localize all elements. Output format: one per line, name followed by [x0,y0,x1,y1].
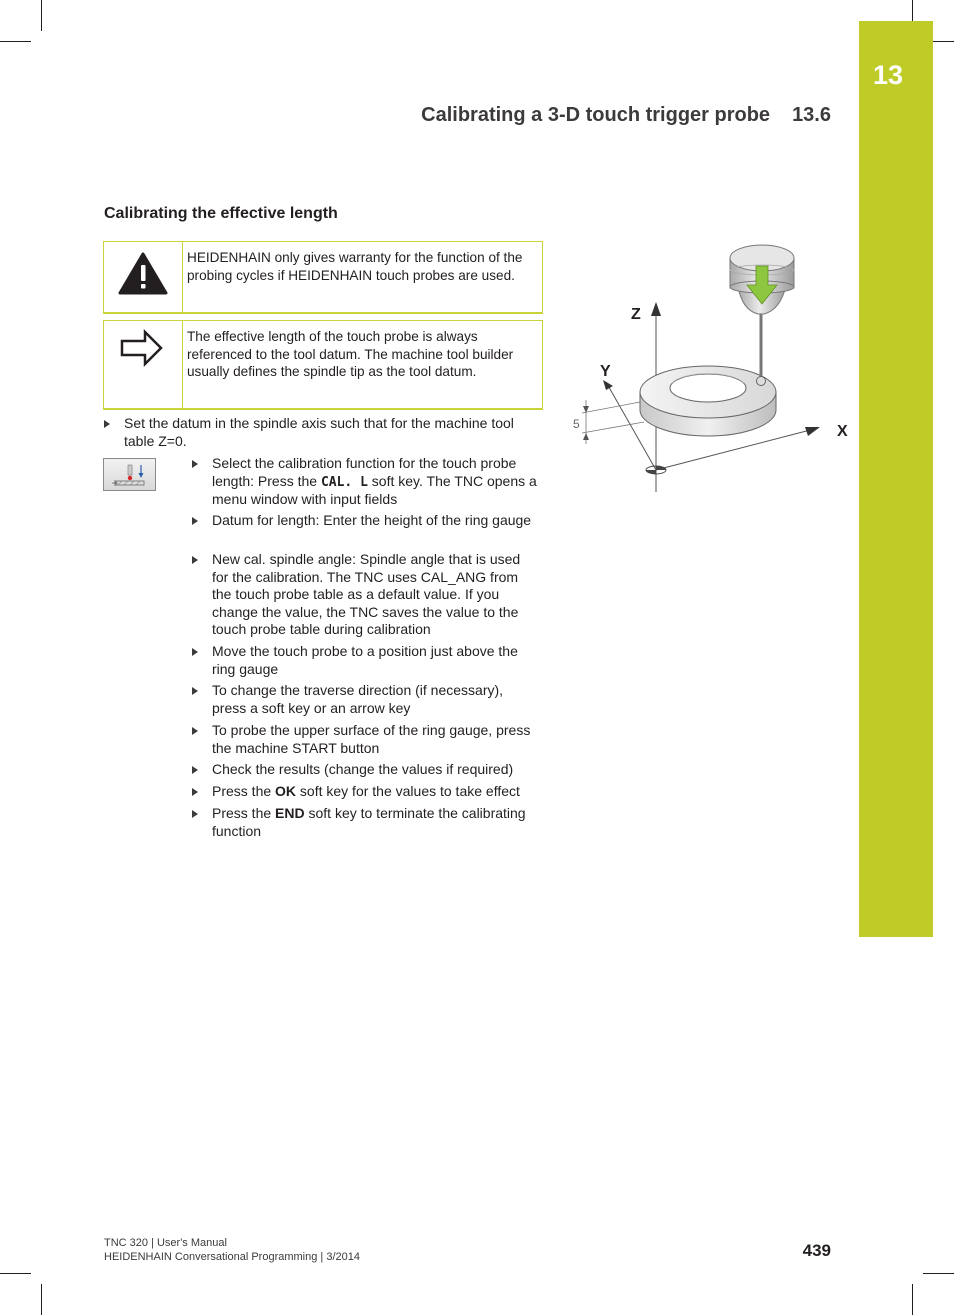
bullet-arrow-icon [192,810,198,818]
softkey-name: END [275,805,305,821]
bullet-arrow-icon [104,420,110,428]
datum-icon [646,466,666,474]
dimension-arrow [583,433,589,440]
step-text: New cal. spindle angle: Spindle angle that is used for the calibration. The TNC uses CAL_ANG from the touch probe table as a default value. If you change the value, the TNC saves the value to the touch probe table during calibration [212,551,521,638]
axis-x-label: X [837,423,848,440]
warning-note [103,241,543,314]
step-text: Press the END soft key to terminate the calibrating function [212,805,526,839]
warning-icon [104,242,182,312]
footer-line-1: TNC 320 | User's Manual [104,1237,227,1249]
z-axis-arrow [651,302,661,316]
ring-gauge-bore [670,374,746,402]
step-text: Datum for length: Enter the height of the ring gauge [212,512,532,528]
bullet-arrow-icon [192,766,198,774]
crop-mark [912,1284,913,1315]
warning-note-text: HEIDENHAIN only gives warranty for the function of the probing cycles if HEIDENHAIN touch probes are used. [187,250,523,283]
chapter-tab [859,21,933,937]
x-axis-arrow [805,427,820,436]
running-title: Calibrating a 3-D touch trigger probe [421,104,771,126]
bullet-arrow-icon [192,460,198,468]
axis-z-label: Z [631,306,641,323]
note-icon-column [104,321,183,408]
running-header [300,104,831,127]
y-axis-arrow [603,380,613,390]
crop-mark [923,1273,954,1274]
dimension-line [582,422,644,433]
calibrate-length-softkey [103,458,156,491]
arrow-right-icon [104,321,182,408]
chapter-number: 13 [872,60,904,90]
dimension-line [582,402,640,413]
bullet-arrow-icon [192,517,198,525]
section-title: Calibrating the effective length [104,205,338,222]
crop-mark [0,1273,31,1274]
softkey-name: CAL. L [320,474,368,490]
step-text: To change the traverse direction (if necessary), press a soft key or an arrow key [212,682,504,716]
axis-y-label: Y [600,363,611,380]
step-text: Check the results (change the values if required) [212,761,514,777]
bullet-arrow-icon [192,788,198,796]
step-text: Select the calibration function for the touch probe length: Press the CAL. L soft key. The TNC opens a menu window with input fields [212,455,537,508]
bullet-arrow-icon [192,727,198,735]
ring-gauge-figure [560,230,860,500]
dimension-label: 5 [573,417,580,431]
info-note [103,320,543,410]
page-footer [104,1236,360,1264]
softkey-name: OK [275,783,297,799]
footer-line-2: HEIDENHAIN Conversational Programming | 3/2014 [104,1251,360,1263]
info-note-text: The effective length of the touch probe is always referenced to the tool datum. The machine tool builder usually defines the spindle tip as the tool datum. [187,329,514,380]
section-number: 13.6 [792,104,831,126]
step-text: Move the touch probe to a position just above the ring gauge [212,643,518,677]
crop-mark [41,1284,42,1315]
step-text: To probe the upper surface of the ring gauge, press the machine START button [212,722,531,756]
bullet-arrow-icon [192,687,198,695]
crop-mark [0,41,31,42]
bullet-arrow-icon [192,556,198,564]
calibrate-length-softkey-icon [104,459,155,490]
step-text: Press the OK soft key for the values to take effect [212,783,520,799]
note-icon-column [104,242,183,312]
bullet-arrow-icon [192,648,198,656]
step-text: Set the datum in the spindle axis such that for the machine tool table Z=0. [124,415,514,449]
crop-mark [41,0,42,31]
page-number: 439 [802,1241,831,1260]
